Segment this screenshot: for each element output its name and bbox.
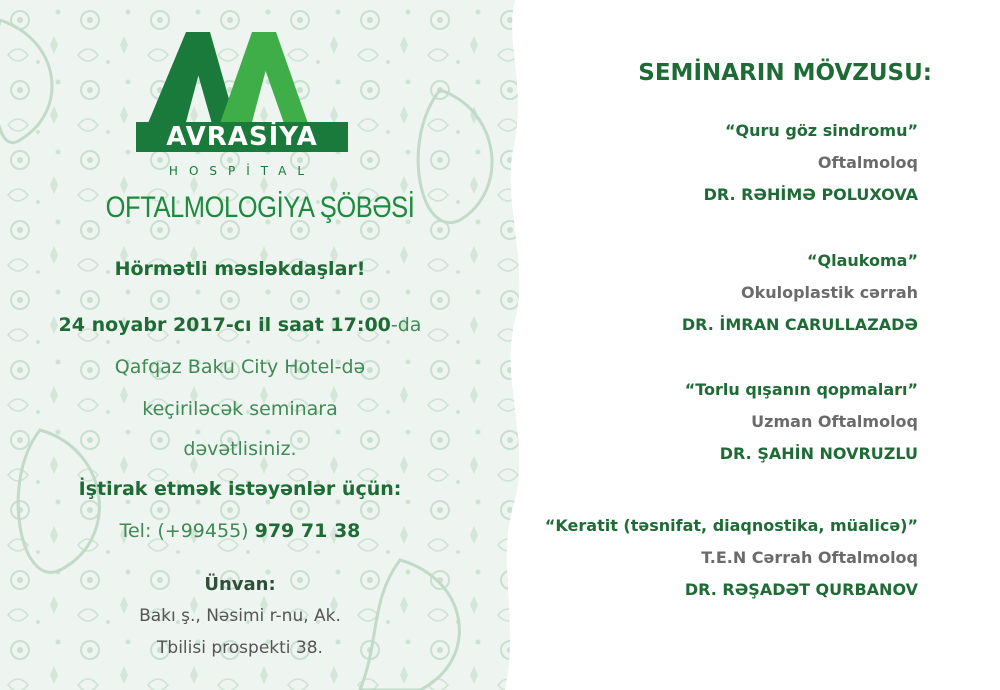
address-label: Ünvan: xyxy=(204,574,276,595)
venue-line: Qafqaz Baku City Hotel-də xyxy=(114,356,366,378)
invitation-line-3: keçiriləcək seminara xyxy=(142,398,338,420)
address-line-1: Bakı ş., Nəsimi r-nu, Ak. xyxy=(139,606,341,626)
topic-3 xyxy=(685,374,918,470)
seminar-title: SEMİNARIN MÖVZUSU: xyxy=(638,60,932,86)
topic-role: Uzman Oftalmoloq xyxy=(751,412,918,431)
topic-doctor: DR. İMRAN CARULLAZADƏ xyxy=(681,315,918,334)
phone-line: Tel: (+99455) 979 71 38 xyxy=(119,520,361,542)
topic-title: “Quru göz sindromu” xyxy=(725,121,918,140)
logo-mark-icon xyxy=(136,22,348,182)
invitation-line-4: dəvətlisiniz. xyxy=(183,438,297,460)
logo-brand-text: AVRASİYA xyxy=(166,122,318,152)
topic-role: Oftalmoloq xyxy=(817,153,918,172)
topic-doctor: DR. RƏŞADƏT QURBANOV xyxy=(684,580,918,599)
greeting: Hörmətli məsləkdaşlar! xyxy=(114,258,366,280)
participation-line: İştirak etmək istəyənlər üçün: xyxy=(78,478,402,500)
logo-sub-text: HOSPİTAL xyxy=(168,164,316,178)
hospital-logo xyxy=(136,22,348,182)
topic-title: “Qlaukoma” xyxy=(807,251,918,270)
topic-role: Okuloplastik cərrah xyxy=(740,283,918,302)
topic-title: “Torlu qışanın qopmaları” xyxy=(684,380,918,399)
topic-title: “Keratit (təsnifat, diaqnostika, müalicə)” xyxy=(544,516,918,535)
phone-number[interactable]: 979 71 38 xyxy=(254,520,361,542)
topic-doctor: DR. RƏHİMƏ POLUXOVA xyxy=(703,185,918,204)
topic-2 xyxy=(682,245,918,341)
topic-4 xyxy=(545,510,918,606)
topic-doctor: DR. ŞAHİN NOVRUZLU xyxy=(719,444,918,463)
topic-1 xyxy=(704,115,918,211)
address-line-2: Tbilisi prospekti 38. xyxy=(157,638,323,658)
date-line: 24 noyabr 2017-cı il saat 17:00-da xyxy=(58,314,422,336)
right-panel xyxy=(520,0,1000,690)
topic-role: T.E.N Cərrah Oftalmoloq xyxy=(701,548,918,567)
department-title: OFTALMOLOGİYA ŞÖBƏSİ xyxy=(105,191,415,224)
